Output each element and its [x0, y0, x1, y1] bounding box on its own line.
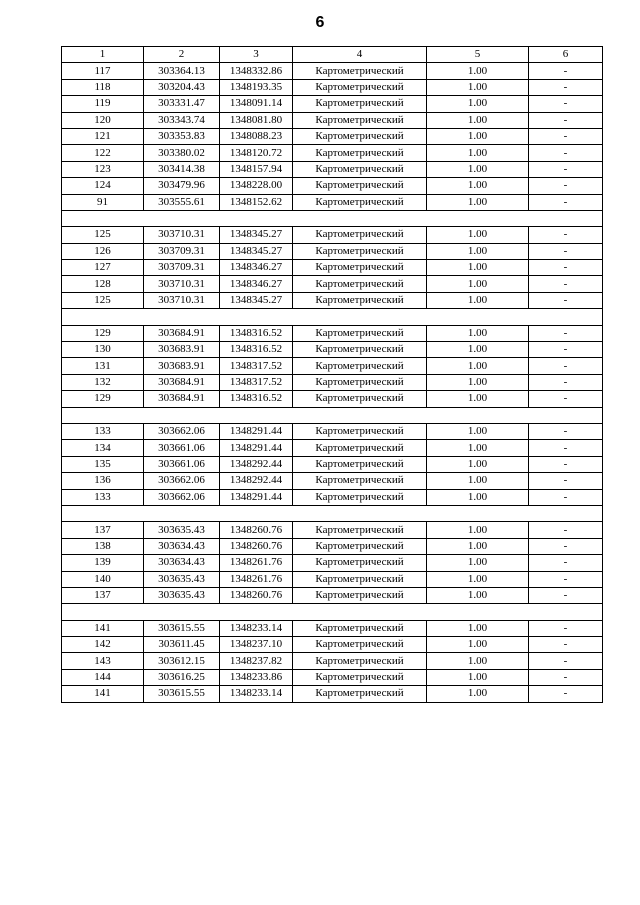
- table-cell: 126: [62, 243, 144, 259]
- table-cell: 1.00: [427, 423, 529, 439]
- table-cell: 129: [62, 391, 144, 407]
- table-cell: -: [529, 178, 603, 194]
- table-row: [62, 358, 603, 374]
- table-cell: Картометрический: [293, 669, 427, 685]
- table-cell: 1348332.86: [220, 63, 293, 79]
- table-cell: 119: [62, 96, 144, 112]
- table-cell: -: [529, 96, 603, 112]
- column-header: 4: [293, 47, 427, 63]
- table-cell: -: [529, 538, 603, 554]
- table-cell: 1.00: [427, 637, 529, 653]
- table-row: [62, 538, 603, 554]
- table-cell: -: [529, 260, 603, 276]
- table-cell: 1348157.94: [220, 161, 293, 177]
- table-cell: Картометрический: [293, 325, 427, 341]
- table-cell: -: [529, 440, 603, 456]
- table-cell: 303662.06: [144, 423, 220, 439]
- table-row: [62, 456, 603, 472]
- table-header-row: [62, 47, 603, 63]
- table-cell: 125: [62, 227, 144, 243]
- table-row: [62, 128, 603, 144]
- separator-row: [62, 505, 603, 521]
- table-cell: 1.00: [427, 63, 529, 79]
- table-cell: 120: [62, 112, 144, 128]
- table-cell: Картометрический: [293, 292, 427, 308]
- table-cell: 1348291.44: [220, 423, 293, 439]
- table-cell: Картометрический: [293, 358, 427, 374]
- table-cell: 303635.43: [144, 587, 220, 603]
- table-cell: Картометрический: [293, 555, 427, 571]
- table-body: [62, 63, 603, 702]
- table-cell: -: [529, 276, 603, 292]
- table-cell: 303710.31: [144, 276, 220, 292]
- table-row: [62, 473, 603, 489]
- table-cell: 133: [62, 489, 144, 505]
- table-cell: 1.00: [427, 260, 529, 276]
- table-cell: Картометрический: [293, 227, 427, 243]
- table-cell: 303661.06: [144, 440, 220, 456]
- table-cell: 303615.55: [144, 620, 220, 636]
- table-cell: Картометрический: [293, 571, 427, 587]
- table-cell: 118: [62, 79, 144, 95]
- separator-row: [62, 604, 603, 620]
- page-number: 6: [315, 14, 325, 31]
- column-header: 2: [144, 47, 220, 63]
- separator-cell: [62, 309, 603, 325]
- table-row: [62, 391, 603, 407]
- table-cell: 1.00: [427, 276, 529, 292]
- table-cell: 303683.91: [144, 358, 220, 374]
- table-cell: Картометрический: [293, 374, 427, 390]
- table-cell: Картометрический: [293, 96, 427, 112]
- table-row: [62, 342, 603, 358]
- table-cell: 133: [62, 423, 144, 439]
- table-cell: 303616.25: [144, 669, 220, 685]
- column-header: 5: [427, 47, 529, 63]
- table-cell: 1.00: [427, 325, 529, 341]
- table-cell: 303635.43: [144, 571, 220, 587]
- table-cell: -: [529, 374, 603, 390]
- table-row: [62, 194, 603, 210]
- table-cell: -: [529, 653, 603, 669]
- table-cell: 303662.06: [144, 489, 220, 505]
- table-cell: -: [529, 342, 603, 358]
- table-cell: 1348261.76: [220, 571, 293, 587]
- table-cell: -: [529, 587, 603, 603]
- table-cell: Картометрический: [293, 538, 427, 554]
- table-cell: -: [529, 292, 603, 308]
- table-cell: 303380.02: [144, 145, 220, 161]
- table-row: [62, 96, 603, 112]
- table-cell: 303684.91: [144, 391, 220, 407]
- table-cell: 141: [62, 686, 144, 702]
- table-cell: 1.00: [427, 374, 529, 390]
- table-cell: Картометрический: [293, 637, 427, 653]
- table-cell: 1.00: [427, 342, 529, 358]
- table-cell: 1348237.82: [220, 653, 293, 669]
- table-cell: 1.00: [427, 227, 529, 243]
- table-cell: 303204.43: [144, 79, 220, 95]
- table-cell: 303331.47: [144, 96, 220, 112]
- table-row: [62, 653, 603, 669]
- table-cell: 303634.43: [144, 555, 220, 571]
- table-cell: 303612.15: [144, 653, 220, 669]
- table-cell: 1348228.00: [220, 178, 293, 194]
- table-cell: -: [529, 63, 603, 79]
- table-cell: -: [529, 620, 603, 636]
- table-cell: 1348120.72: [220, 145, 293, 161]
- table-row: [62, 178, 603, 194]
- table-cell: 123: [62, 161, 144, 177]
- table-cell: Картометрический: [293, 194, 427, 210]
- table-cell: 303479.96: [144, 178, 220, 194]
- table-cell: 1.00: [427, 243, 529, 259]
- table-row: [62, 686, 603, 702]
- table-cell: Картометрический: [293, 587, 427, 603]
- table-cell: 1.00: [427, 161, 529, 177]
- table-cell: 1.00: [427, 686, 529, 702]
- table-cell: 1348152.62: [220, 194, 293, 210]
- table-cell: -: [529, 243, 603, 259]
- table-row: [62, 669, 603, 685]
- table-cell: 303709.31: [144, 243, 220, 259]
- table-cell: 303615.55: [144, 686, 220, 702]
- table-row: [62, 243, 603, 259]
- table-row: [62, 63, 603, 79]
- table-row: [62, 112, 603, 128]
- table-cell: 1348291.44: [220, 489, 293, 505]
- table-cell: Картометрический: [293, 473, 427, 489]
- table-cell: Картометрический: [293, 145, 427, 161]
- table-cell: 303364.13: [144, 63, 220, 79]
- table-cell: -: [529, 637, 603, 653]
- table-cell: 1348317.52: [220, 358, 293, 374]
- table-cell: -: [529, 489, 603, 505]
- table-cell: 1348088.23: [220, 128, 293, 144]
- table-cell: 1.00: [427, 145, 529, 161]
- table-cell: 137: [62, 587, 144, 603]
- table-cell: Картометрический: [293, 260, 427, 276]
- table-cell: 1.00: [427, 522, 529, 538]
- separator-cell: [62, 210, 603, 226]
- table-cell: 117: [62, 63, 144, 79]
- table-cell: 303343.74: [144, 112, 220, 128]
- table-cell: 1348316.52: [220, 342, 293, 358]
- table-row: [62, 489, 603, 505]
- table-cell: 303555.61: [144, 194, 220, 210]
- coordinates-table: [61, 46, 603, 703]
- table-cell: Картометрический: [293, 489, 427, 505]
- table-cell: 1348260.76: [220, 522, 293, 538]
- table-cell: 1348346.27: [220, 260, 293, 276]
- table-cell: Картометрический: [293, 456, 427, 472]
- table-cell: Картометрический: [293, 243, 427, 259]
- table-cell: 303353.83: [144, 128, 220, 144]
- table-cell: 142: [62, 637, 144, 653]
- column-header: 6: [529, 47, 603, 63]
- table-cell: 303684.91: [144, 325, 220, 341]
- table-cell: 1.00: [427, 587, 529, 603]
- table-cell: 303661.06: [144, 456, 220, 472]
- table-cell: 303414.38: [144, 161, 220, 177]
- table-cell: -: [529, 325, 603, 341]
- table-cell: -: [529, 686, 603, 702]
- table-cell: 132: [62, 374, 144, 390]
- table-cell: 130: [62, 342, 144, 358]
- table-cell: Картометрический: [293, 276, 427, 292]
- table-cell: 1.00: [427, 555, 529, 571]
- table-cell: Картометрический: [293, 63, 427, 79]
- table-cell: 1.00: [427, 391, 529, 407]
- table-cell: Картометрический: [293, 522, 427, 538]
- table-row: [62, 637, 603, 653]
- table-cell: 1348237.10: [220, 637, 293, 653]
- separator-cell: [62, 505, 603, 521]
- table-row: [62, 587, 603, 603]
- table-cell: Картометрический: [293, 112, 427, 128]
- table-cell: 121: [62, 128, 144, 144]
- table-cell: -: [529, 358, 603, 374]
- table-cell: Картометрический: [293, 440, 427, 456]
- table-cell: -: [529, 391, 603, 407]
- table-cell: 1348292.44: [220, 456, 293, 472]
- table-cell: -: [529, 456, 603, 472]
- table-cell: 143: [62, 653, 144, 669]
- table-cell: 1.00: [427, 653, 529, 669]
- table-row: [62, 423, 603, 439]
- table-cell: 303611.45: [144, 637, 220, 653]
- table-cell: 1348317.52: [220, 374, 293, 390]
- column-header: 3: [220, 47, 293, 63]
- table-cell: 303710.31: [144, 292, 220, 308]
- table-cell: -: [529, 145, 603, 161]
- table-row: [62, 325, 603, 341]
- table-row: [62, 620, 603, 636]
- table-cell: 1.00: [427, 96, 529, 112]
- separator-row: [62, 309, 603, 325]
- table-cell: 1348233.14: [220, 620, 293, 636]
- table-cell: 1348316.52: [220, 325, 293, 341]
- table-cell: 1348233.86: [220, 669, 293, 685]
- table-cell: -: [529, 571, 603, 587]
- table-cell: -: [529, 423, 603, 439]
- table-cell: 1.00: [427, 620, 529, 636]
- table-cell: -: [529, 473, 603, 489]
- table-cell: -: [529, 227, 603, 243]
- table-row: [62, 292, 603, 308]
- table-cell: 1.00: [427, 178, 529, 194]
- table-cell: Картометрический: [293, 423, 427, 439]
- table-cell: 1348292.44: [220, 473, 293, 489]
- table-cell: Картометрический: [293, 653, 427, 669]
- table-cell: 1348081.80: [220, 112, 293, 128]
- table-cell: 1.00: [427, 489, 529, 505]
- table-cell: 1.00: [427, 79, 529, 95]
- table-cell: 138: [62, 538, 144, 554]
- table-cell: 1.00: [427, 440, 529, 456]
- table-cell: 129: [62, 325, 144, 341]
- table-cell: 1348091.14: [220, 96, 293, 112]
- table-cell: 1348345.27: [220, 227, 293, 243]
- table-cell: 1.00: [427, 292, 529, 308]
- table-cell: 134: [62, 440, 144, 456]
- table-row: [62, 227, 603, 243]
- column-header: 1: [62, 47, 144, 63]
- table-cell: -: [529, 555, 603, 571]
- table-cell: 144: [62, 669, 144, 685]
- table-cell: 1.00: [427, 538, 529, 554]
- table-cell: 1348260.76: [220, 587, 293, 603]
- table-cell: 1348261.76: [220, 555, 293, 571]
- table-cell: 303683.91: [144, 342, 220, 358]
- table-cell: 303684.91: [144, 374, 220, 390]
- table-cell: 131: [62, 358, 144, 374]
- table-cell: 127: [62, 260, 144, 276]
- table-cell: -: [529, 79, 603, 95]
- table-cell: 1348193.35: [220, 79, 293, 95]
- table-cell: 91: [62, 194, 144, 210]
- table-cell: 1348260.76: [220, 538, 293, 554]
- table-cell: Картометрический: [293, 178, 427, 194]
- table-cell: -: [529, 128, 603, 144]
- table-cell: 139: [62, 555, 144, 571]
- table-cell: 1.00: [427, 669, 529, 685]
- table-cell: 1348233.14: [220, 686, 293, 702]
- table-cell: 1348291.44: [220, 440, 293, 456]
- table-row: [62, 555, 603, 571]
- table-cell: 137: [62, 522, 144, 538]
- table-cell: 141: [62, 620, 144, 636]
- table-cell: -: [529, 522, 603, 538]
- table-cell: 303662.06: [144, 473, 220, 489]
- table-cell: 125: [62, 292, 144, 308]
- table-cell: 1348316.52: [220, 391, 293, 407]
- separator-cell: [62, 407, 603, 423]
- table-row: [62, 374, 603, 390]
- table-cell: Картометрический: [293, 620, 427, 636]
- table-cell: 135: [62, 456, 144, 472]
- separator-row: [62, 210, 603, 226]
- table-row: [62, 260, 603, 276]
- table-cell: 303709.31: [144, 260, 220, 276]
- table-row: [62, 522, 603, 538]
- table-cell: 303634.43: [144, 538, 220, 554]
- table-row: [62, 276, 603, 292]
- table-cell: -: [529, 112, 603, 128]
- table-cell: -: [529, 194, 603, 210]
- table-cell: 303635.43: [144, 522, 220, 538]
- table-cell: Картометрический: [293, 391, 427, 407]
- table-row: [62, 161, 603, 177]
- table-cell: 1.00: [427, 358, 529, 374]
- table-row: [62, 145, 603, 161]
- table-cell: Картометрический: [293, 161, 427, 177]
- table-row: [62, 79, 603, 95]
- table-cell: Картометрический: [293, 128, 427, 144]
- separator-row: [62, 407, 603, 423]
- table-cell: 1.00: [427, 194, 529, 210]
- table-cell: 1.00: [427, 456, 529, 472]
- table-cell: 140: [62, 571, 144, 587]
- table-cell: Картометрический: [293, 686, 427, 702]
- table-cell: -: [529, 161, 603, 177]
- table-cell: -: [529, 669, 603, 685]
- table-cell: Картометрический: [293, 79, 427, 95]
- table-cell: 124: [62, 178, 144, 194]
- table-cell: 1348345.27: [220, 292, 293, 308]
- separator-cell: [62, 604, 603, 620]
- table-cell: 136: [62, 473, 144, 489]
- table-cell: 1348345.27: [220, 243, 293, 259]
- table-row: [62, 440, 603, 456]
- table-cell: 1.00: [427, 128, 529, 144]
- table-cell: 1.00: [427, 112, 529, 128]
- table-cell: 303710.31: [144, 227, 220, 243]
- table-cell: Картометрический: [293, 342, 427, 358]
- table-row: [62, 571, 603, 587]
- table-cell: 1.00: [427, 571, 529, 587]
- table-cell: 122: [62, 145, 144, 161]
- table-cell: 1348346.27: [220, 276, 293, 292]
- table-cell: 1.00: [427, 473, 529, 489]
- table-cell: 128: [62, 276, 144, 292]
